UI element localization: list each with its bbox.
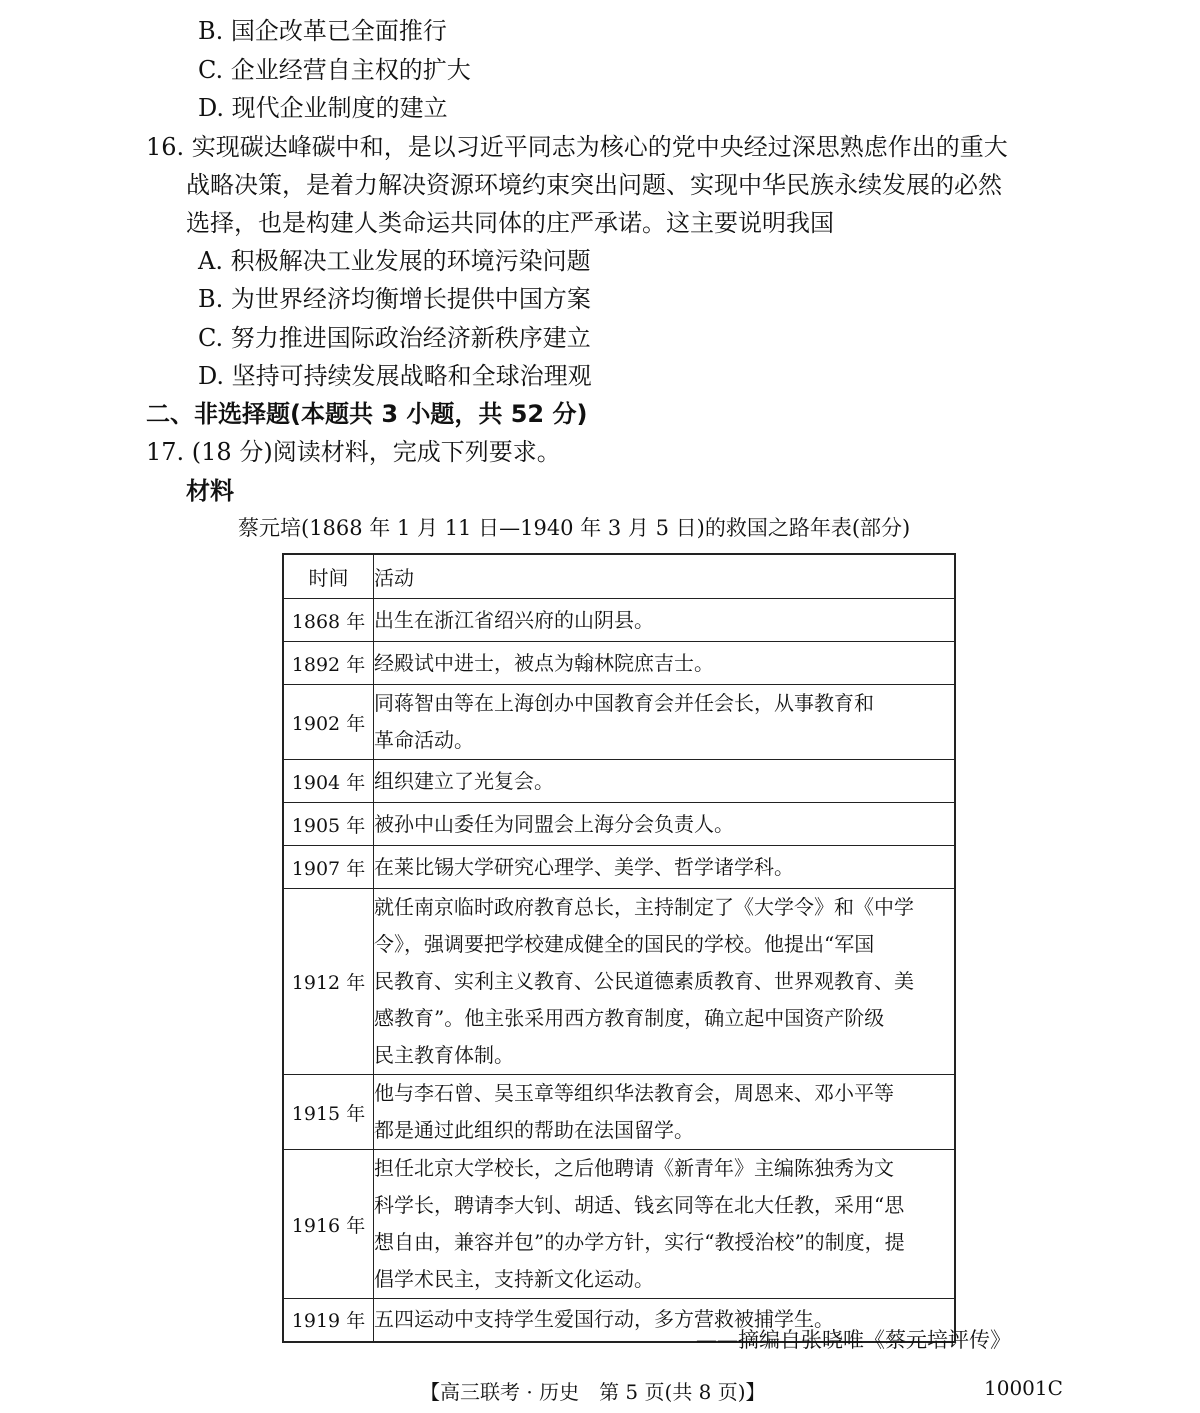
activity-line: 出生在浙江省绍兴府的山阴县。 [374,607,654,632]
row-activity [374,1150,956,1299]
row-activity [374,599,956,642]
row-year: 1912 年 [283,889,374,1075]
activity-line: 想自由，兼容并包”的办学方针，实行“教授治校”的制度，提 [374,1230,905,1254]
table-row [283,803,955,846]
page-footer: 【高三联考 · 历史 第 5 页(共 8 页)】 [420,1380,766,1404]
source-citation: ——摘编自张晓唯《蔡元培评传》 [696,1328,1011,1352]
q16-option-d: D. 坚持可持续发展战略和全球治理观 [198,362,592,390]
row-activity [374,760,956,803]
activity-line: 民主教育体制。 [374,1043,514,1067]
row-year: 1902 年 [283,685,374,760]
row-activity [374,1075,956,1150]
header-activity: 活动 [374,554,956,599]
header-time: 时间 [283,554,374,599]
row-year: 1919 年 [283,1299,374,1342]
activity-line: 被孙中山委任为同盟会上海分会负责人。 [374,811,734,836]
activity-line: 民教育、实利主义教育、公民道德素质教育、世界观教育、美 [374,969,914,993]
activity-line: 就任南京临时政府教育总长，主持制定了《大学令》和《中学 [374,895,914,919]
q17-stem: 17. (18 分)阅读材料，完成下列要求。 [146,438,561,466]
q16-stem-line-2: 战略决策，是着力解决资源环境约束突出问题、实现中华民族永续发展的必然 [186,171,1002,199]
q15-option-b: B. 国企改革已全面推行 [198,17,447,45]
row-activity [374,685,956,760]
activity-line: 倡学术民主，支持新文化运动。 [374,1267,654,1291]
activity-line: 都是通过此组织的帮助在法国留学。 [374,1118,694,1142]
row-activity [374,889,956,1075]
row-year: 1868 年 [283,599,374,642]
timeline-table [282,553,956,1343]
table-caption: 蔡元培(1868 年 1 月 11 日—1940 年 3 月 5 日)的救国之路年表(部分) [238,516,911,540]
q15-option-c: C. 企业经营自主权的扩大 [198,56,471,84]
activity-line: 科学长，聘请李大钊、胡适、钱玄同等在北大任教，采用“思 [374,1193,905,1217]
q16-option-c: C. 努力推进国际政治经济新秩序建立 [198,324,591,352]
q16-option-b: B. 为世界经济均衡增长提供中国方案 [198,285,591,313]
activity-line: 感教育”。他主张采用西方教育制度，确立起中国资产阶级 [374,1006,885,1030]
table-row [283,685,955,760]
activity-line: 令》，强调要把学校建成健全的国民的学校。他提出“军国 [374,932,875,956]
table-row [283,889,955,1075]
table-row [283,599,955,642]
row-year: 1916 年 [283,1150,374,1299]
table-row [283,760,955,803]
activity-line: 革命活动。 [374,728,474,752]
table-row [283,1075,955,1150]
section-2-title: 二、非选择题(本题共 3 小题，共 52 分) [146,400,588,428]
row-year: 1907 年 [283,846,374,889]
activity-line: 担任北京大学校长，之后他聘请《新青年》主编陈独秀为文 [374,1156,894,1180]
row-year: 1904 年 [283,760,374,803]
material-label: 材料 [186,477,234,505]
table-header-row [283,554,955,599]
table-row [283,642,955,685]
row-year: 1915 年 [283,1075,374,1150]
activity-line: 同蒋智由等在上海创办中国教育会并任会长，从事教育和 [374,691,874,715]
row-activity [374,803,956,846]
q16-stem-line-3: 选择，也是构建人类命运共同体的庄严承诺。这主要说明我国 [186,209,834,237]
q16-stem-line-1: 16. 实现碳达峰碳中和，是以习近平同志为核心的党中央经过深思熟虑作出的重大 [146,133,1008,161]
activity-line: 经殿试中进士，被点为翰林院庶吉士。 [374,650,714,675]
q15-option-d: D. 现代企业制度的建立 [198,94,448,122]
table-row [283,846,955,889]
table-row [283,1150,955,1299]
q16-option-a: A. 积极解决工业发展的环境污染问题 [198,247,591,275]
row-activity [374,642,956,685]
activity-line: 他与李石曾、吴玉章等组织华法教育会，周恩来、邓小平等 [374,1081,894,1105]
activity-line: 在莱比锡大学研究心理学、美学、哲学诸学科。 [374,854,794,879]
activity-line: 组织建立了光复会。 [374,768,554,793]
paper-code: 10001C [984,1376,1063,1400]
row-activity [374,846,956,889]
row-year: 1905 年 [283,803,374,846]
activity-line: 五四运动中支持学生爱国行动，多方营救被捕学生。 [374,1307,834,1332]
row-year: 1892 年 [283,642,374,685]
